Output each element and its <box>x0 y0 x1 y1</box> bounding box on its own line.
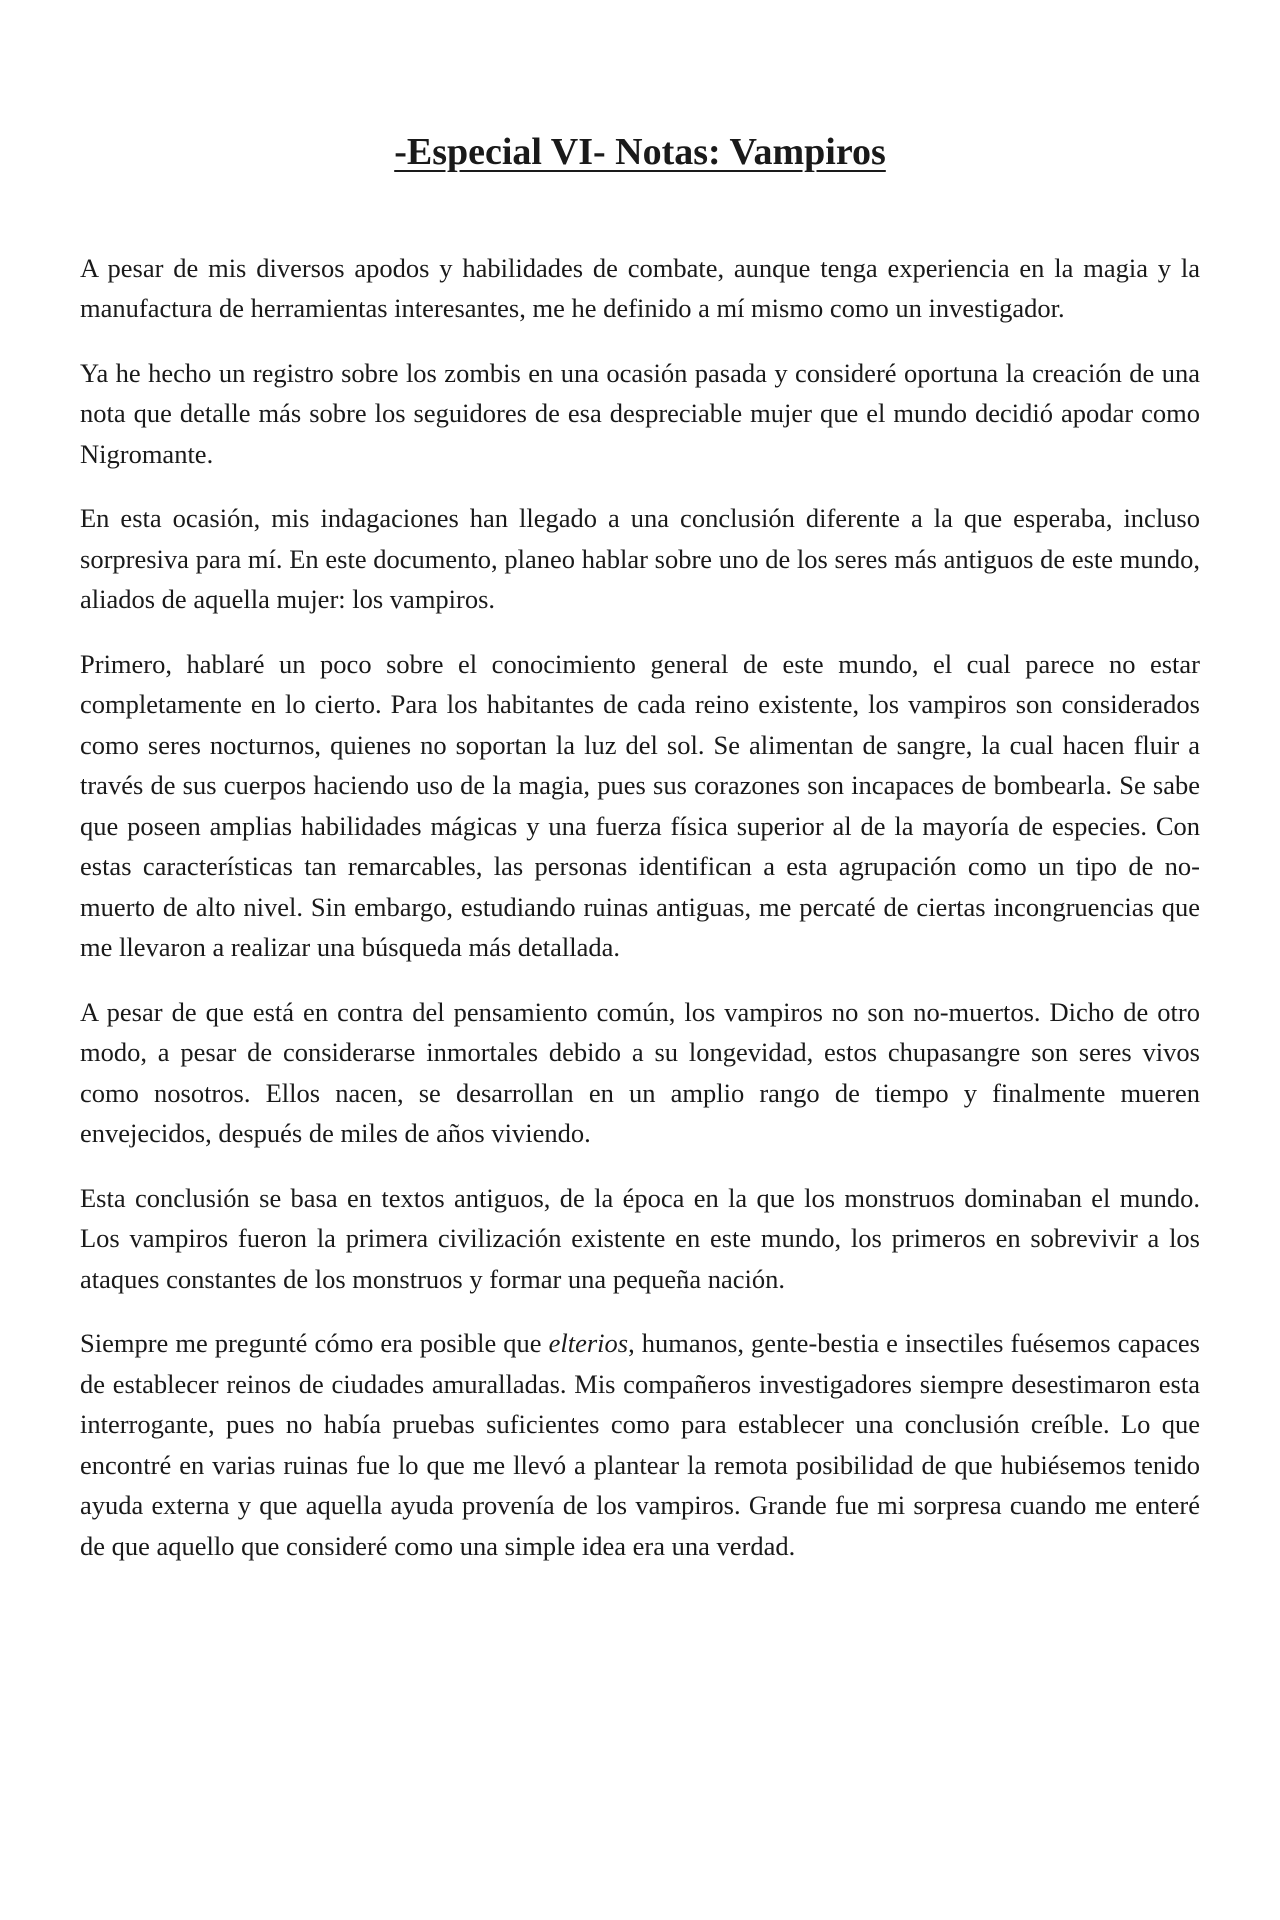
paragraph-7-end: , humanos, gente-bestia e insectiles fuésemos capaces de establecer reinos de ciudades amuralladas. Mis compañeros investigadores siempre desestimaron esta interrogante, pues no había pruebas suficientes como para establecer una conclusión creíble. Lo que encontré en varias ruinas fue lo que me llevó a plantear la remota posibilidad de que hubiésemos tenido ayuda externa y que aquella ayuda provenía de los vampiros. Grande fue mi sorpresa cuando me enteré de que aquello que consideré como una simple idea era una verdad. <box>80 1328 1200 1561</box>
paragraph-1: A pesar de mis diversos apodos y habilidades de combate, aunque tenga experiencia en la magia y la manufactura de herramientas interesantes, me he definido a mí mismo como un investigador. <box>80 252 1200 324</box>
paragraph-4: Primero, hablaré un poco sobre el conocimiento general de este mundo, el cual parece no estar completamente en lo cierto. Para los habitantes de cada reino existente, los vampiros son considerados como seres nocturnos, quienes no soportan la luz del sol. Se alimentan de sangre, la cual hacen fluir a través de sus cuerpos haciendo uso de la magia, pues sus corazones son incapaces de bombearla. Se sabe que poseen amplias habilidades mágicas y una fuerza física superior al de la mayoría de especies. Con estas características tan remarcables, las personas identifican a esta agrupación como un tipo de no-muerto de alto nivel. Sin embargo, estudiando ruinas antiguas, me percaté de ciertas incongruencias que me llevaron a realizar una búsqueda más detallada. <box>80 648 1200 963</box>
paragraph-2: Ya he hecho un registro sobre los zombis en una ocasión pasada y consideré oportuna la creación de una nota que detalle más sobre los seguidores de esa despreciable mujer que el mundo decidió apodar como Nigromante. <box>80 357 1200 469</box>
paragraph-3: En esta ocasión, mis indagaciones han llegado a una conclusión diferente a la que esperaba, incluso sorpresiva para mí. En este documento, planeo hablar sobre uno de los seres más antiguos de este mundo, aliados de aquella mujer: los vampiros. <box>80 503 1200 615</box>
page-title: -Especial VI- Notas: Vampiros <box>394 131 886 173</box>
document-page <box>80 130 1200 1590</box>
paragraph-7 <box>80 1323 1200 1566</box>
paragraph-7-start: Siempre me pregunté cómo era posible que <box>80 1328 549 1359</box>
paragraph-5: A pesar de que está en contra del pensamiento común, los vampiros no son no-muertos. Dicho de otro modo, a pesar de considerarse inmortales debido a su longevidad, estos chupasangre son seres vivos como nosotros. Ellos nacen, se desarrollan en un amplio rango de tiempo y finalmente mueren envejecidos, después de miles de años viviendo. <box>80 996 1200 1149</box>
paragraph-7-italic-term: elterios <box>548 1328 629 1359</box>
paragraph-6: Esta conclusión se basa en textos antiguos, de la época en la que los monstruos dominaban el mundo. Los vampiros fueron la primera civilización existente en este mundo, los primeros en sobrevivir a los ataques constantes de los monstruos y formar una pequeña nación. <box>80 1182 1200 1294</box>
